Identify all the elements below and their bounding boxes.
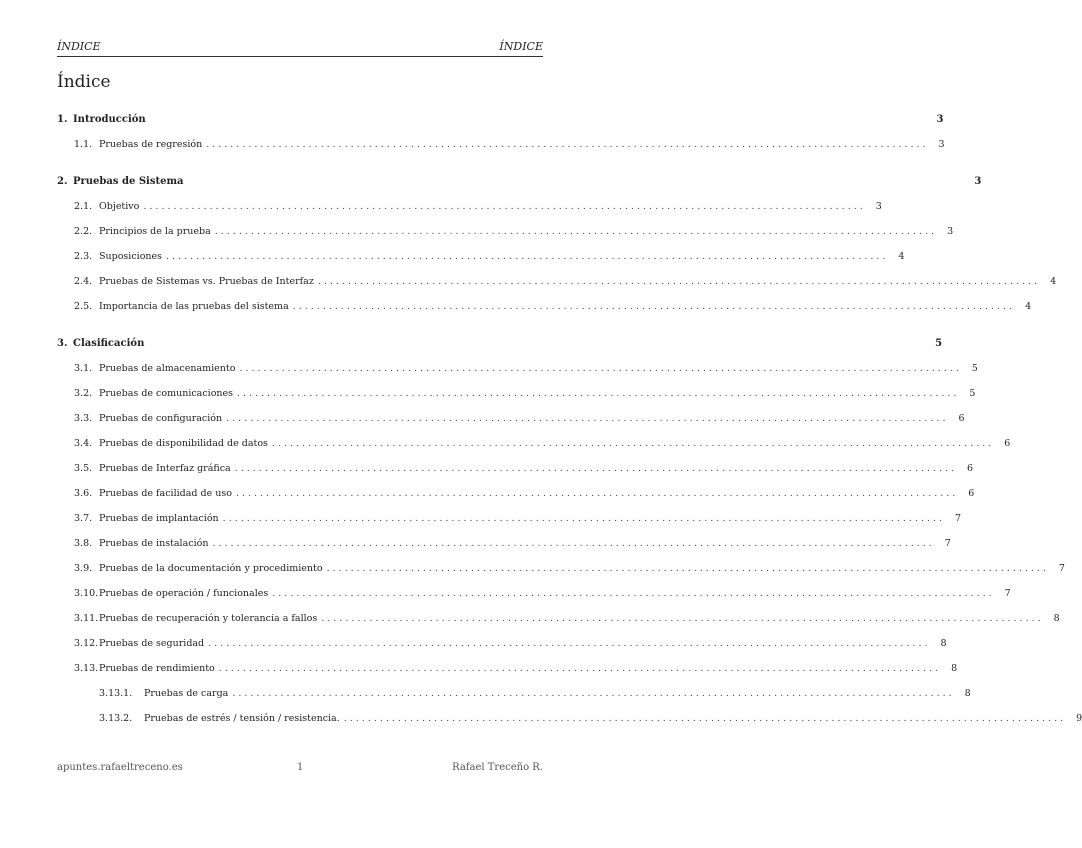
toc-entry-title: Pruebas de instalación: [99, 538, 209, 549]
toc-entry-page: 7: [1058, 563, 1065, 574]
toc-title: Índice: [57, 72, 111, 92]
toc-entry[interactable]: [57, 561, 1065, 577]
toc-chapter[interactable]: [57, 336, 943, 352]
toc-entry[interactable]: [57, 249, 905, 265]
toc-entry-title: Clasificación: [73, 338, 145, 349]
toc-dot-leader: ........................................................................................................................: [237, 388, 960, 399]
toc-dot-leader: ........................................................................................................................: [272, 588, 995, 599]
toc-entry[interactable]: [57, 411, 965, 427]
toc-entry-number: 2.4.: [74, 276, 93, 287]
footer-author: Rafael Treceño R.: [452, 762, 543, 773]
toc-entry-title: Pruebas de disponibilidad de datos: [99, 438, 268, 449]
toc-entry-page: 7: [944, 538, 951, 549]
toc-entry-title: Pruebas de la documentación y procedimiento: [99, 563, 323, 574]
running-header: [57, 40, 543, 57]
toc-dot-leader: ........................................................................................................................: [218, 663, 942, 674]
toc-entry-title: Principios de la prueba: [99, 226, 211, 237]
toc-dot-leader: ........................................................................................................................: [214, 226, 938, 237]
toc-dot-leader: ........................................................................................................................: [212, 538, 935, 549]
toc-entry[interactable]: [57, 274, 1057, 290]
toc-entry-page: 3: [936, 114, 944, 125]
toc-entry-page: 6: [967, 463, 974, 474]
toc-entry[interactable]: [57, 224, 954, 240]
toc-entry-page: 3: [938, 139, 945, 150]
toc-entry-title: Pruebas de configuración: [99, 413, 223, 424]
toc-entry[interactable]: [57, 199, 882, 215]
toc-entry-page: 6: [958, 413, 965, 424]
toc-entry-page: 8: [940, 638, 947, 649]
toc-entry-number: 3.13.2.: [99, 713, 133, 724]
toc-entry-page: 3: [974, 176, 982, 187]
toc-entry[interactable]: [57, 436, 1011, 452]
toc-entry-number: 3.13.1.: [99, 688, 133, 699]
toc-entry-title: Pruebas de recuperación y tolerancia a fallos: [99, 613, 318, 624]
toc-entry-page: 3: [947, 226, 954, 237]
toc-entry-title: Pruebas de rendimiento: [99, 663, 215, 674]
toc-entry[interactable]: [57, 686, 971, 702]
page-number: 1: [297, 762, 304, 773]
toc-entry-title: Introducción: [73, 114, 146, 125]
header-right: ÍNDICE: [499, 40, 543, 53]
toc-entry-title: Pruebas de Sistema: [73, 176, 184, 187]
toc-entry-page: 4: [898, 251, 905, 262]
toc-dot-leader: ........................................................................................................................: [143, 201, 866, 212]
toc-entry[interactable]: [57, 386, 976, 402]
toc-entry-number: 3.8.: [74, 538, 93, 549]
toc-entry-number: 3.9.: [74, 563, 93, 574]
toc-entry-number: 3.3.: [74, 413, 93, 424]
toc-entry-number: 1.: [57, 114, 68, 125]
toc-dot-leader: ........................................................................................................................: [206, 139, 929, 150]
toc-entry[interactable]: [57, 611, 1060, 627]
toc-entry-page: 5: [971, 363, 978, 374]
footer-site: apuntes.rafaeltreceno.es: [57, 762, 183, 773]
toc-entry[interactable]: [57, 661, 958, 677]
toc-entry[interactable]: [57, 461, 974, 477]
toc-entry-title: Pruebas de seguridad: [99, 638, 205, 649]
toc-entry-title: Importancia de las pruebas del sistema: [99, 301, 289, 312]
toc-entry-page: 6: [1004, 438, 1011, 449]
toc-entry-title: Pruebas de estrés / tensión / resistencia.: [144, 713, 340, 724]
toc-entry-number: 2.1.: [74, 201, 93, 212]
toc-entry-page: 6: [968, 488, 975, 499]
toc-entry-page: 5: [935, 338, 943, 349]
toc-dot-leader: ........................................................................................................................: [232, 688, 955, 699]
toc-entry-page: 7: [955, 513, 962, 524]
toc-entry-number: 2.3.: [74, 251, 93, 262]
toc-dot-leader: ........................................................................................................................: [239, 363, 962, 374]
toc-entry-number: 3.12.: [74, 638, 99, 649]
toc-entry-page: 8: [964, 688, 971, 699]
toc-dot-leader: ........................................................................................................................: [166, 251, 889, 262]
toc-entry[interactable]: [57, 511, 962, 527]
toc-entry-number: 3.7.: [74, 513, 93, 524]
toc-dot-leader: ........................................................................................................................: [292, 301, 1016, 312]
toc-dot-leader: ........................................................................................................................: [326, 563, 1049, 574]
toc-dot-leader: ........................................................................................................................: [317, 276, 1041, 287]
toc-entry-title: Pruebas de almacenamiento: [99, 363, 236, 374]
toc-entry-title: Suposiciones: [99, 251, 163, 262]
toc-entry-number: 3.6.: [74, 488, 93, 499]
toc-dot-leader: ........................................................................................................................: [208, 638, 931, 649]
toc-dot-leader: ........................................................................................................................: [234, 463, 958, 474]
toc-entry-title: Objetivo: [99, 201, 140, 212]
toc-entry-page: 3: [875, 201, 882, 212]
toc-entry[interactable]: [57, 711, 1082, 727]
toc-entry-number: 2.: [57, 176, 68, 187]
toc-entry-number: 3.11.: [74, 613, 99, 624]
toc-entry-title: Pruebas de facilidad de uso: [99, 488, 232, 499]
toc-entry[interactable]: [57, 636, 947, 652]
toc-dot-leader: ........................................................................................................................: [222, 513, 946, 524]
toc-entry-title: Pruebas de implantación: [99, 513, 219, 524]
toc-entry-title: Pruebas de Sistemas vs. Pruebas de Interfaz: [99, 276, 314, 287]
toc-dot-leader: ........................................................................................................................: [343, 713, 1067, 724]
toc-entry[interactable]: [57, 486, 975, 502]
toc-entry-page: 4: [1025, 301, 1032, 312]
toc-entry-number: 2.2.: [74, 226, 93, 237]
toc-entry-page: 8: [951, 663, 958, 674]
toc-entry[interactable]: [57, 586, 1011, 602]
toc-entry[interactable]: [57, 299, 1032, 315]
toc-dot-leader: ........................................................................................................................: [271, 438, 995, 449]
header-left: ÍNDICE: [57, 40, 101, 53]
toc-entry-page: 9: [1076, 713, 1082, 724]
toc-entry-page: 8: [1053, 613, 1060, 624]
toc-entry-title: Pruebas de operación / funcionales: [99, 588, 269, 599]
toc-entry-page: 5: [969, 388, 976, 399]
toc-entry-number: 2.5.: [74, 301, 93, 312]
toc-entry[interactable]: [57, 536, 951, 552]
toc-dot-leader: ........................................................................................................................: [226, 413, 949, 424]
toc-entry-title: Pruebas de regresión: [99, 139, 203, 150]
toc-entry-title: Pruebas de Interfaz gráfica: [99, 463, 231, 474]
toc-entry-number: 3.2.: [74, 388, 93, 399]
toc-chapter[interactable]: [57, 112, 944, 128]
toc-entry-number: 3.10.: [74, 588, 99, 599]
toc-entry-page: 7: [1004, 588, 1011, 599]
page-footer: [57, 762, 543, 776]
toc-entry-number: 3.4.: [74, 438, 93, 449]
toc-dot-leader: ........................................................................................................................: [321, 613, 1044, 624]
toc-dot-leader: ........................................................................................................................: [235, 488, 959, 499]
toc-entry[interactable]: [57, 137, 945, 153]
toc-entry-number: 3.: [57, 338, 68, 349]
toc-entry-page: 4: [1050, 276, 1057, 287]
toc-entry[interactable]: [57, 361, 978, 377]
toc-chapter[interactable]: [57, 174, 982, 190]
toc-entry-number: 3.5.: [74, 463, 93, 474]
toc-entry-title: Pruebas de comunicaciones: [99, 388, 234, 399]
toc-entry-title: Pruebas de carga: [144, 688, 229, 699]
toc-entry-number: 3.1.: [74, 363, 93, 374]
toc-entry-number: 1.1.: [74, 139, 93, 150]
toc-entry-number: 3.13.: [74, 663, 99, 674]
